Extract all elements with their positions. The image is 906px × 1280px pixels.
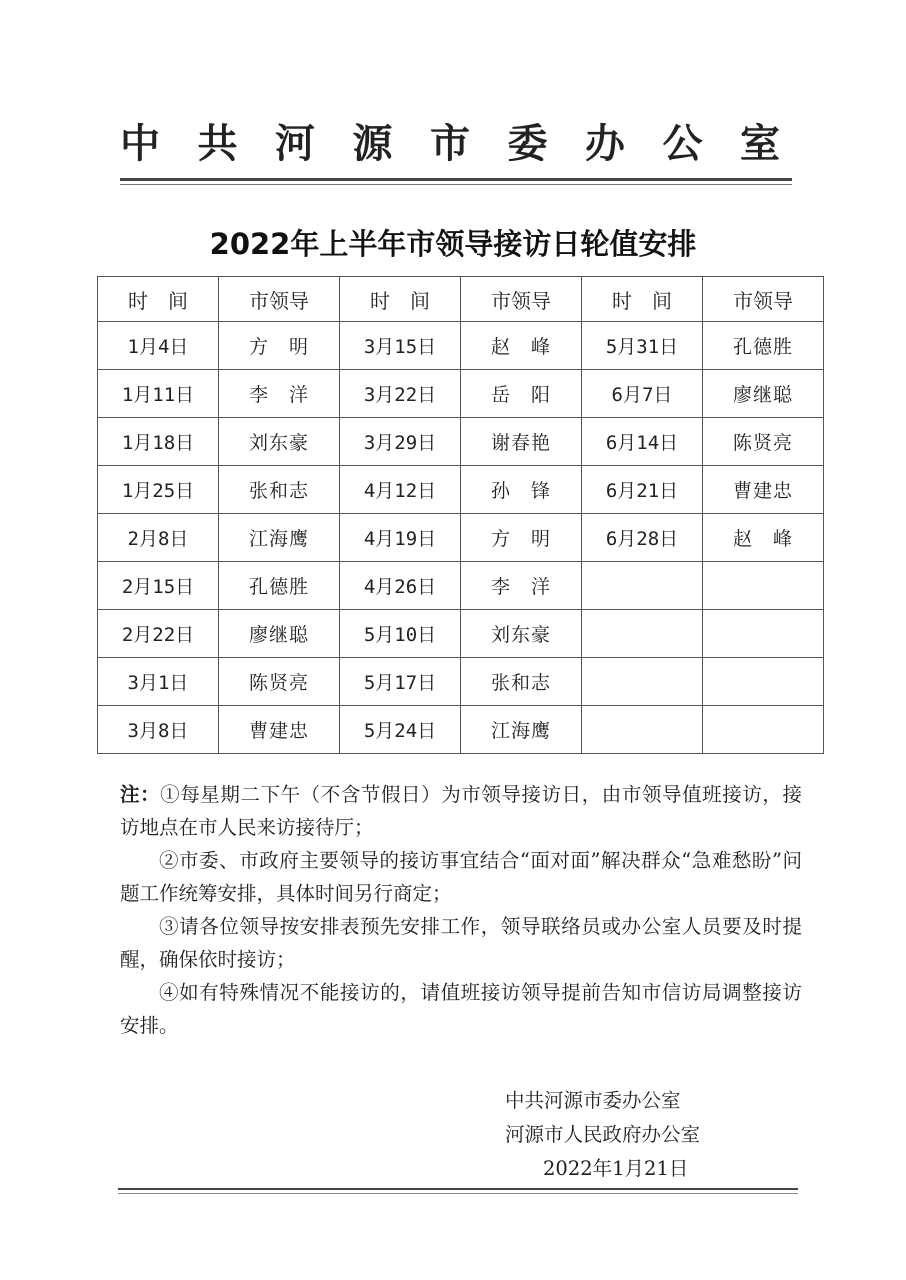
leader-cell: 方 明 — [461, 514, 582, 562]
date-cell: 4月12日 — [340, 466, 461, 514]
table-row — [98, 610, 824, 658]
leader-cell — [703, 658, 824, 706]
leader-cell: 张和志 — [219, 466, 340, 514]
note-text: ①每星期二下午（不含节假日）为市领导接访日，由市领导值班接访，接访地点在市人民来访接待厅； — [120, 783, 802, 839]
leader-cell: 陈贤亮 — [219, 658, 340, 706]
date-cell: 6月7日 — [582, 370, 703, 418]
header-char: 共 — [197, 120, 238, 167]
column-header: 市领导 — [461, 277, 582, 322]
leader-cell: 江海鹰 — [461, 706, 582, 754]
notes-label: 注： — [120, 783, 161, 806]
header-divider-thin — [120, 184, 792, 185]
leader-cell: 孙 锋 — [461, 466, 582, 514]
leader-cell — [703, 562, 824, 610]
leader-cell: 方 明 — [219, 322, 340, 370]
date-cell: 3月29日 — [340, 418, 461, 466]
note-item: ③请各位领导按安排表预先安排工作，领导联络员或办公室人员要及时提醒，确保依时接访； — [120, 915, 802, 971]
header-char: 市 — [430, 120, 470, 167]
column-header: 市领导 — [703, 277, 824, 322]
table-row — [98, 562, 824, 610]
table-header-row — [98, 277, 824, 322]
table-row — [98, 514, 824, 562]
date-cell: 1月25日 — [98, 466, 219, 514]
leader-cell — [703, 706, 824, 754]
column-header: 时 间 — [582, 277, 703, 322]
leader-cell: 孔德胜 — [219, 562, 340, 610]
header-char: 公 — [662, 120, 703, 167]
date-cell: 5月31日 — [582, 322, 703, 370]
header-char: 委 — [507, 120, 548, 167]
table-row — [98, 370, 824, 418]
leader-cell: 廖继聪 — [219, 610, 340, 658]
date-cell — [582, 562, 703, 610]
date-cell: 2月8日 — [98, 514, 219, 562]
date-cell: 3月22日 — [340, 370, 461, 418]
column-header: 时 间 — [98, 277, 219, 322]
leader-cell: 赵 峰 — [461, 322, 582, 370]
date-cell: 5月17日 — [340, 658, 461, 706]
header-char: 办 — [585, 120, 625, 167]
date-cell: 1月4日 — [98, 322, 219, 370]
date-cell: 5月10日 — [340, 610, 461, 658]
date-cell — [582, 706, 703, 754]
date-cell — [582, 658, 703, 706]
leader-cell: 江海鹰 — [219, 514, 340, 562]
leader-cell: 岳 阳 — [461, 370, 582, 418]
header-char: 河 — [275, 120, 315, 167]
header-char: 室 — [740, 120, 780, 167]
date-cell: 2月15日 — [98, 562, 219, 610]
table-body — [98, 322, 824, 754]
table-row — [98, 706, 824, 754]
date-cell: 6月28日 — [582, 514, 703, 562]
header-char: 中 — [120, 120, 160, 167]
leader-cell — [703, 610, 824, 658]
leader-cell: 曹建忠 — [703, 466, 824, 514]
document-title: 2022年上半年市领导接访日轮值安排 — [209, 227, 697, 261]
issuing-org: 中共河源市委办公室 — [505, 1089, 681, 1112]
header-divider-thick — [120, 178, 792, 181]
header-char: 源 — [352, 120, 393, 167]
date-cell: 3月15日 — [340, 322, 461, 370]
leader-cell: 陈贤亮 — [703, 418, 824, 466]
note-item: ④如有特殊情况不能接访的，请值班接访领导提前告知市信访局调整接访安排。 — [120, 981, 802, 1037]
column-header: 市领导 — [219, 277, 340, 322]
date-cell: 4月26日 — [340, 562, 461, 610]
leader-cell: 李 洋 — [219, 370, 340, 418]
leader-cell: 谢春艳 — [461, 418, 582, 466]
date-cell: 1月11日 — [98, 370, 219, 418]
table-row — [98, 418, 824, 466]
footer-divider-thin — [118, 1193, 798, 1194]
date-cell: 6月14日 — [582, 418, 703, 466]
issuer-header — [120, 112, 780, 169]
column-header: 时 间 — [340, 277, 461, 322]
leader-cell: 刘东豪 — [461, 610, 582, 658]
date-cell: 4月19日 — [340, 514, 461, 562]
date-cell: 3月1日 — [98, 658, 219, 706]
leader-cell: 廖继聪 — [703, 370, 824, 418]
date-cell: 6月21日 — [582, 466, 703, 514]
table-row — [98, 658, 824, 706]
footer-divider-thick — [118, 1188, 798, 1190]
schedule-table — [97, 276, 824, 754]
issuing-org: 河源市人民政府办公室 — [505, 1123, 701, 1146]
table-row — [98, 466, 824, 514]
date-cell — [582, 610, 703, 658]
leader-cell: 刘东豪 — [219, 418, 340, 466]
leader-cell: 李 洋 — [461, 562, 582, 610]
leader-cell: 曹建忠 — [219, 706, 340, 754]
issue-date: 2022年1月21日 — [543, 1157, 689, 1180]
note-item — [120, 778, 802, 844]
note-item: ②市委、市政府主要领导的接访事宜结合“面对面”解决群众“急难愁盼”问题工作统筹安排，具体时间另行商定； — [120, 849, 802, 905]
notes-section — [120, 778, 802, 1042]
date-cell: 2月22日 — [98, 610, 219, 658]
date-cell: 1月18日 — [98, 418, 219, 466]
leader-cell: 孔德胜 — [703, 322, 824, 370]
leader-cell: 赵 峰 — [703, 514, 824, 562]
signoff-block — [505, 1084, 765, 1186]
date-cell: 5月24日 — [340, 706, 461, 754]
leader-cell: 张和志 — [461, 658, 582, 706]
date-cell: 3月8日 — [98, 706, 219, 754]
table-row — [98, 322, 824, 370]
